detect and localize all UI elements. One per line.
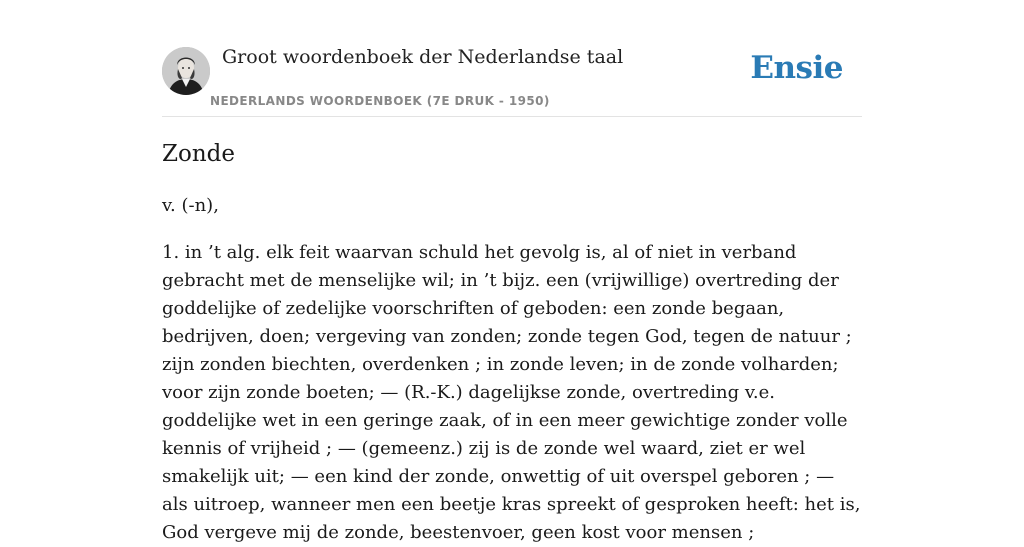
dictionary-edition: NEDERLANDS WOORDENBOEK (7E DRUK - 1950) [210,94,550,108]
author-avatar[interactable] [162,47,210,95]
author-portrait-icon [162,47,210,95]
entry-title: Zonde [162,141,235,167]
page-container [162,0,862,543]
entry-definition: 1. in ’t alg. elk feit waarvan schuld het gevolg is, al of niet in verband gebracht met de menselijke wil; in ’t bijz. een (vrijwillige) overtreding der goddelijke of zedelijke voorschriften of geboden: een zonde begaan, bedrijven, doen; vergeving van zonden; zonde tegen God, tegen de natuur ; zijn zonden biechten, overdenken ; in zonde leven; in de zonde volharden; voor zijn zonde boeten; — (R.-K.) dagelijkse zonde, overtreding v.e. goddelijke wet in een geringe zaak, of in een meer gewichtige zonder volle kennis of vrijheid ; — (gemeenz.) zij is de zonde wel waard, ziet er wel smakelijk uit; — een kind der zonde, onwettig of uit overspel geboren ; — als uitroep, wanneer men een beetje kras spreekt of gesproken heeft: het is, God vergeve mij de zonde, beestenvoer, geen kost voor mensen ; [162,242,861,543]
dictionary-title[interactable]: Groot woordenboek der Nederlandse taal [222,46,624,68]
entry-grammar: v. (-n), [162,195,219,216]
ensie-logo[interactable]: Ensie [750,50,843,86]
header [162,0,862,117]
